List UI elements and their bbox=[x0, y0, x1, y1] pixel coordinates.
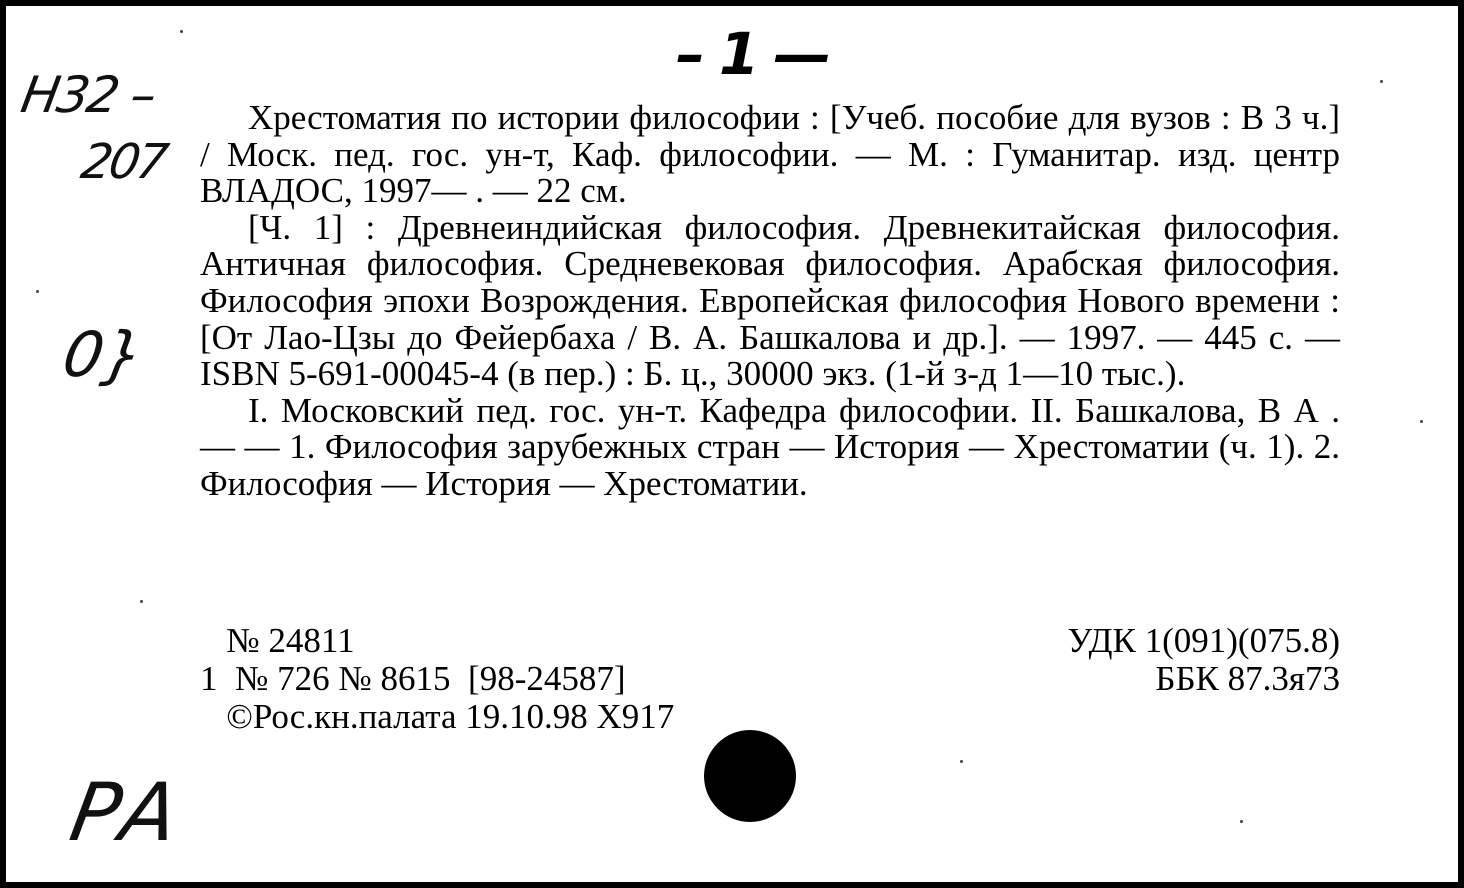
handwritten-code: 0} bbox=[57, 318, 150, 391]
scan-speck bbox=[36, 290, 39, 293]
registration-line: № 24811 bbox=[200, 621, 355, 660]
page-number: –1— bbox=[676, 20, 846, 88]
scan-speck bbox=[960, 760, 963, 763]
registration-line: ©Рос.кн.палата 19.10.98 Х917 bbox=[200, 697, 675, 736]
handwritten-shelfmark-line1: Н32 – bbox=[16, 66, 160, 124]
registration-numbers bbox=[200, 622, 674, 736]
bibliographic-record bbox=[200, 100, 1340, 503]
record-subjects-paragraph: I. Московский пед. гос. ун-т. Кафедра философии. II. Башкалова, В А . — — 1. Философия зарубежных стран — История — Хрестоматии (ч. 1). 2. Философия — История — Хрестоматии. bbox=[200, 390, 1340, 503]
scan-speck bbox=[1420, 420, 1423, 423]
card-border-top bbox=[0, 0, 1464, 6]
record-volume-paragraph: [Ч. 1] : Древнеиндийская философия. Древнекитайская философия. Античная философия. Средневековая философия. Арабская философия. Философия эпохи Возрождения. Европейская философия Нового времени : [От Лао-Цзы до Фейербаха / В. А. Башкалова и др.]. — 1997. — 445 с. — ISBN 5-691-00045-4 (в пер.) : Б. ц., 30000 экз. (1-й з-д 1—10 тыс.). bbox=[200, 207, 1340, 394]
scan-speck bbox=[1380, 80, 1383, 83]
registration-line: 1 № 726 № 8615 [98-24587] bbox=[200, 659, 626, 698]
card-border-bottom bbox=[0, 882, 1464, 888]
udk-code: УДК 1(091)(075.8) bbox=[1067, 621, 1340, 660]
scan-speck bbox=[1240, 820, 1243, 823]
scan-speck bbox=[140, 600, 143, 603]
card-border-right bbox=[1458, 0, 1464, 888]
scan-speck bbox=[180, 30, 183, 33]
classification-codes bbox=[1067, 622, 1340, 698]
handwritten-mark: РА bbox=[63, 766, 188, 859]
punch-hole bbox=[704, 730, 796, 822]
record-title-paragraph: Хрестоматия по истории философии : [Учеб. пособие для вузов : В 3 ч.] / Моск. пед. гос. ун-т, Каф. философии. — М. : Гуманитар. изд. центр ВЛАДОС, 1997— . — 22 см. bbox=[200, 98, 1340, 211]
card-border-left bbox=[0, 0, 6, 888]
bbk-code: ББК 87.3я73 bbox=[1155, 659, 1340, 698]
handwritten-shelfmark-line2: 207 bbox=[77, 134, 170, 190]
